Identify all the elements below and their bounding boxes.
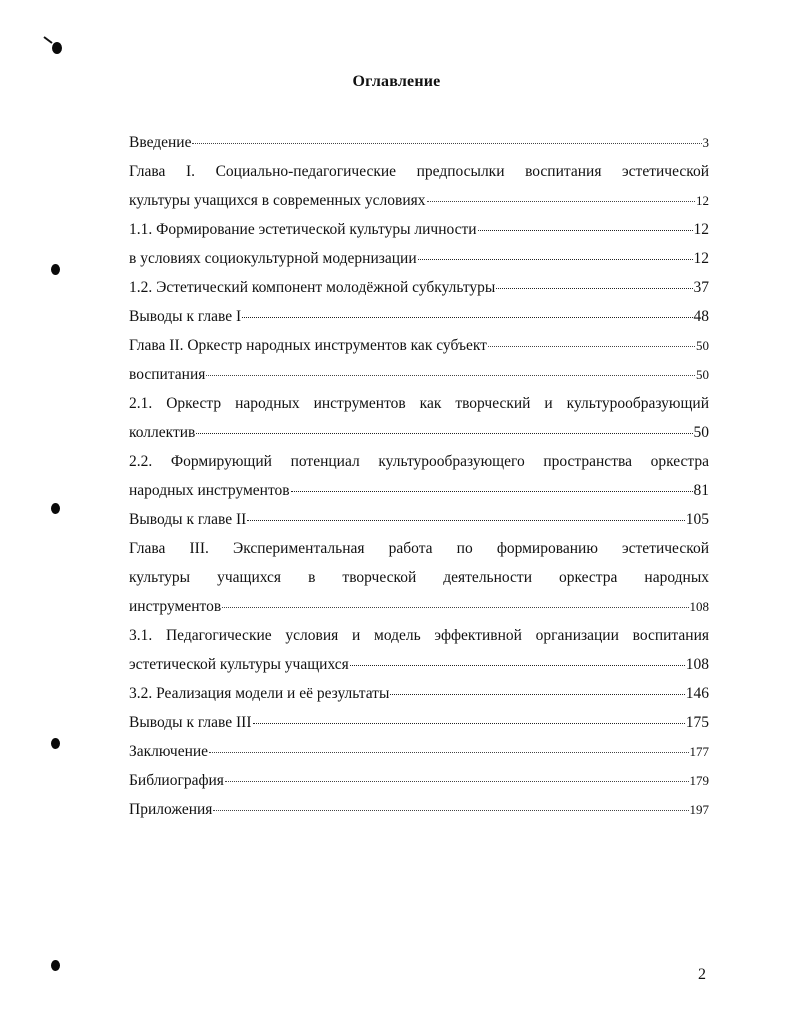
dot-leader bbox=[390, 693, 684, 695]
toc-entry-page: 108 bbox=[685, 656, 709, 673]
toc-entry-page: 37 bbox=[693, 279, 709, 296]
toc-entry[interactable] bbox=[129, 708, 709, 737]
toc-entry[interactable] bbox=[129, 766, 709, 795]
dot-leader bbox=[213, 809, 688, 811]
toc-entry-page: 81 bbox=[693, 482, 709, 499]
toc-entry[interactable] bbox=[129, 476, 709, 505]
toc-entry-title: Глава II. Оркестр народных инструментов как субъект bbox=[129, 337, 487, 354]
toc-entry-title: Выводы к главе III bbox=[129, 714, 252, 731]
toc-entry-page: 50 bbox=[696, 338, 709, 353]
dot-leader bbox=[247, 519, 684, 521]
toc-entry[interactable] bbox=[129, 679, 709, 708]
toc-entry-title: Глава I. Социально-педагогические предпосылки воспитания эстетической bbox=[129, 163, 709, 180]
dot-leader bbox=[350, 664, 685, 666]
dot-leader bbox=[418, 258, 693, 260]
toc-entry[interactable] bbox=[129, 795, 709, 824]
toc-entry-title: Глава III. Экспериментальная работа по формированию эстетической bbox=[129, 540, 709, 557]
toc-entry-page: 48 bbox=[693, 308, 709, 325]
punch-hole-mark bbox=[51, 960, 60, 971]
toc-entry-title: инструментов bbox=[129, 598, 222, 615]
toc-entry-page: 179 bbox=[689, 773, 709, 788]
toc-entry[interactable] bbox=[129, 563, 709, 592]
toc-entry[interactable] bbox=[129, 505, 709, 534]
punch-hole-mark bbox=[51, 738, 60, 749]
toc-entry-title: 3.2. Реализация модели и её результаты bbox=[129, 685, 390, 702]
page-number: 2 bbox=[698, 966, 706, 983]
toc-entry-page: 105 bbox=[685, 511, 709, 528]
toc-entry-page: 50 bbox=[696, 367, 709, 382]
toc-entry-page: 50 bbox=[693, 424, 709, 441]
toc-entry-page: 12 bbox=[693, 221, 709, 238]
toc-entry-page: 3 bbox=[702, 135, 709, 150]
toc-entry-title: культуры учащихся в творческой деятельности оркестра народных bbox=[129, 569, 709, 586]
toc-entry-page: 197 bbox=[689, 802, 709, 817]
toc-entry-title: 3.1. Педагогические условия и модель эффективной организации воспитания bbox=[129, 627, 709, 644]
toc-entry-page: 175 bbox=[685, 714, 709, 731]
toc-entry[interactable] bbox=[129, 215, 709, 244]
toc-entry-title: 1.2. Эстетический компонент молодёжной субкультуры bbox=[129, 279, 496, 296]
toc-entry[interactable] bbox=[129, 534, 709, 563]
toc-entry[interactable] bbox=[129, 621, 709, 650]
dot-leader bbox=[291, 490, 693, 492]
page-title: Оглавление bbox=[352, 73, 441, 90]
toc-entry-title: Заключение bbox=[129, 743, 209, 760]
toc-entry-title: Приложения bbox=[129, 801, 213, 818]
ink-mark-icon bbox=[42, 34, 66, 56]
dot-leader bbox=[225, 780, 689, 782]
toc-entry[interactable] bbox=[129, 244, 709, 273]
toc-entry[interactable] bbox=[129, 273, 709, 302]
punch-hole-mark bbox=[51, 264, 60, 275]
toc-entry-title: 2.2. Формирующий потенциал культурообразующего пространства оркестра bbox=[129, 453, 709, 470]
toc-entry-title: Библиография bbox=[129, 772, 224, 789]
toc-entry-title: коллектив bbox=[129, 424, 196, 441]
toc-entry-title: 1.1. Формирование эстетической культуры личности bbox=[129, 221, 477, 238]
toc-entry[interactable] bbox=[129, 186, 709, 215]
toc-entry-title: Выводы к главе II bbox=[129, 511, 247, 528]
toc-entry[interactable] bbox=[129, 650, 709, 679]
toc-entry-title: Выводы к главе I bbox=[129, 308, 242, 325]
toc-entry-title: народных инструментов bbox=[129, 482, 290, 499]
toc-entry-title: Введение bbox=[129, 134, 192, 151]
toc-entry[interactable] bbox=[129, 128, 709, 157]
dot-leader bbox=[496, 287, 692, 289]
toc-entry-page: 177 bbox=[689, 744, 709, 759]
toc-entry[interactable] bbox=[129, 737, 709, 766]
table-of-contents bbox=[129, 128, 709, 824]
dot-leader bbox=[192, 142, 701, 144]
toc-entry-title: культуры учащихся в современных условиях bbox=[129, 192, 426, 209]
dot-leader bbox=[242, 316, 692, 318]
toc-entry-title: 2.1. Оркестр народных инструментов как творческий и культурообразующий bbox=[129, 395, 709, 412]
toc-entry[interactable] bbox=[129, 592, 709, 621]
dot-leader bbox=[206, 374, 695, 376]
dot-leader bbox=[209, 751, 688, 753]
toc-entry-title: эстетической культуры учащихся bbox=[129, 656, 349, 673]
toc-entry[interactable] bbox=[129, 157, 709, 186]
toc-entry[interactable] bbox=[129, 302, 709, 331]
toc-entry-title: воспитания bbox=[129, 366, 206, 383]
dot-leader bbox=[222, 606, 688, 608]
dot-leader bbox=[196, 432, 692, 434]
toc-entry-page: 12 bbox=[693, 250, 709, 267]
toc-entry[interactable] bbox=[129, 331, 709, 360]
dot-leader bbox=[253, 722, 685, 724]
dot-leader bbox=[427, 200, 696, 202]
toc-entry[interactable] bbox=[129, 447, 709, 476]
toc-entry[interactable] bbox=[129, 389, 709, 418]
toc-entry-page: 12 bbox=[696, 193, 709, 208]
toc-entry[interactable] bbox=[129, 360, 709, 389]
dot-leader bbox=[478, 229, 693, 231]
toc-entry[interactable] bbox=[129, 418, 709, 447]
dot-leader bbox=[488, 345, 695, 347]
toc-entry-page: 108 bbox=[689, 599, 709, 614]
toc-entry-page: 146 bbox=[685, 685, 709, 702]
toc-entry-title: в условиях социокультурной модернизации bbox=[129, 250, 417, 267]
punch-hole-mark bbox=[51, 503, 60, 514]
